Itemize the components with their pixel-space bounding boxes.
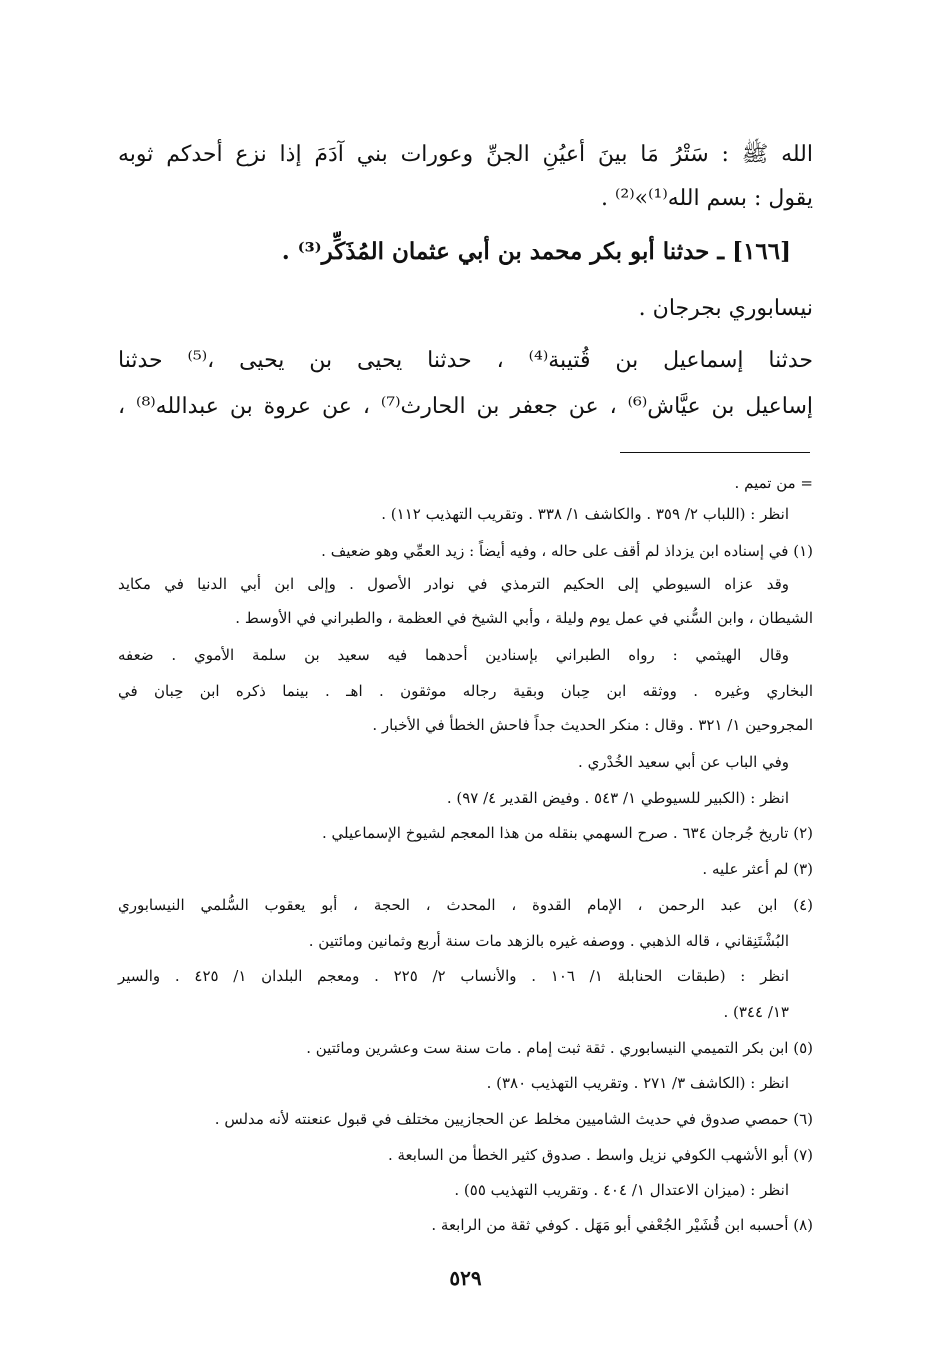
footnote-line: (٤) ابن عبد الرحمن ، الإمام القدوة ، المحدث ، الحجة ، أبو يعقوب السُّلمي النيسابوري (118, 896, 813, 914)
footnote-line: الشيطان ، وابن السُّني في عمل يوم وليلة ، وأبي الشيخ في العظمة ، والطبراني في الأوسط . (235, 609, 813, 627)
footnote-line: (٣) لم أعثر عليه . (702, 860, 813, 878)
footnote-line: البُشْتَنِقاني ، قاله الذهبي . ووصفه غيره بالزهد مات سنة أربع وثمانين ومائتين . (308, 932, 789, 950)
footnote-line: انظر : (الكاشف ٣/ ٢٧١ . وتقريب التهذيب ٣٨٠) . (486, 1074, 789, 1092)
footnote-line: وفي الباب عن أبي سعيد الخُدْري . (578, 753, 789, 771)
footnote-line: = من تميم . (734, 474, 813, 492)
footnote-line: انظر : (طبقات الحنابلة ١/ ١٠٦ . والأنساب ٢/ ٢٢٥ . ومعجم البلدان ١/ ٤٢٥ . والسير (118, 967, 789, 985)
footnote-line: (١) في إسناده ابن يزداذ لم أقف على حاله ، وفيه أيضاً : زيد العمِّي وهو ضعيف . (321, 542, 813, 560)
footnote-line: (٨) أحسبه ابن قُشَيْر الجُعْفي أبو مَهَل . كوفي ثقة من الرابعة . (431, 1216, 813, 1234)
footnote-line: (٥) ابن بكر التميمي النيسابوري . ثقة ثبت إمام . مات سنة ست وعشرين ومائتين . (306, 1039, 813, 1057)
footnote-separator (620, 452, 810, 453)
footnote-line: ١٣/ ٣٤٤) . (723, 1003, 789, 1021)
main-text-line: نيسابوري بجرجان . (638, 296, 813, 321)
footnote-line: (٧) أبو الأشهب الكوفي نزيل واسط . صدوق كثير الخطأ من السابعة . (387, 1146, 813, 1164)
footnote-line: انظر : (ميزان الاعتدال ١/ ٤٠٤ . وتقريب التهذيب ٥٥) . (454, 1181, 789, 1199)
footnote-line: (٦) حمصي صدوق في حديث الشاميين مخلط عن الحجازيين مختلف في قبول عنعنته لأنه مدلس . (214, 1110, 813, 1128)
main-text-line: الله ﷺ : سَتْرُ مَا بينَ أعيُنِ الجنِّ وعورات بني آدَمَ إذا نزع أحدكم ثوبه (118, 142, 813, 167)
footnote-line: وقد عزاه السيوطي إلى الحكيم الترمذي في نوادر الأصول . وإلى ابن أبي الدنيا في مكايد (118, 575, 789, 593)
main-text-line: إساعيل بن عيَّاش⁽⁶⁾ ، عن جعفر بن الحارث⁽⁷⁾ ، عن عروة بن عبدالله⁽⁸⁾ ، (118, 394, 814, 419)
footnote-line: المجروحين ١/ ٣٢١ . وقال : منكر الحديث جداً فاحش الخطأ في الأخبار . (372, 716, 813, 734)
main-text-line: يقول : بسم الله⁽¹⁾»⁽²⁾ . (600, 186, 813, 211)
footnote-line: انظر : (اللباب ٢/ ٣٥٩ . والكاشف ١/ ٣٣٨ . وتقريب التهذيب ١١٢) . (381, 505, 789, 523)
footnote-line: (٢) تاريخ جُرجان ٦٣٤ . صرح السهمي بنقله من هذا المعجم لشيوخ الإسماعيلي . (321, 824, 813, 842)
hadith-heading: [١٦٦] ـ حدثنا أبو بكر محمد بن أبي عثمان المُذَكِّر⁽³⁾ . (281, 238, 791, 265)
footnote-line: البخاري وغيره . ووثقه ابن حِبان وبقية رجاله موثقون . اهـ . بينما ذكره ابن حِبان في (118, 682, 813, 700)
footnote-line: انظر : (الكبير للسيوطي ١/ ٥٤٣ . وفيض القدير ٤/ ٩٧) . (446, 789, 789, 807)
page-number: ٥٢٩ (449, 1266, 482, 1290)
main-text-line: حدثنا إسماعيل بن قُتيبة⁽⁴⁾ ، حدثنا يحيى بن يحيى ،⁽⁵⁾ حدثنا (118, 348, 813, 373)
footnote-line: وقال الهيثمي : رواه الطبراني بإسنادين أحدهما فيه سعيد بن سلمة الأموي . ضعفه (118, 646, 789, 664)
